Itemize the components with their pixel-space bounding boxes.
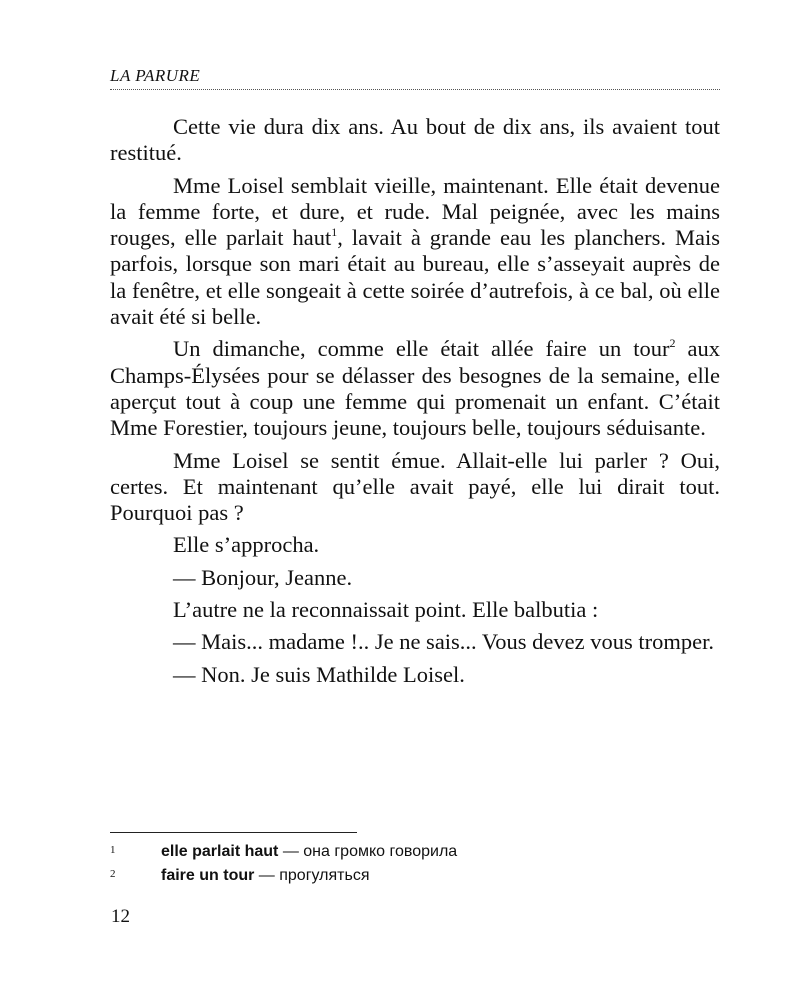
paragraph [110, 173, 720, 331]
paragraph-text: Un dimanche, comme elle était allée faire un tour [173, 336, 670, 362]
paragraph [110, 597, 720, 623]
footnote-reference-2[interactable]: 2 [669, 336, 676, 351]
footnote-mark: 2 [110, 868, 116, 880]
running-head: LA PARURE [110, 66, 201, 85]
footnote-item [110, 866, 720, 888]
footnote-term: faire un tour [161, 867, 255, 884]
footnote-term: elle parlait haut [161, 843, 279, 860]
paragraph-text: aux Champs-Élysées pour se délasser des besognes de la semaine, elle aperçut tout à coup une femme qui promenait un enfant. C’était Mme Forestier, toujours jeune, toujours belle, toujours séduisante. [110, 336, 720, 441]
paragraph-text: — Bonjour, Jeanne. [173, 564, 353, 590]
paragraph-text: Elle s’approcha. [173, 532, 320, 558]
footnote-text [161, 842, 457, 862]
dialogue-line [110, 662, 720, 688]
footnote-translation: — прогуляться [254, 867, 370, 884]
footnote-mark: 1 [110, 844, 116, 856]
paragraph-text: — Non. Je suis Mathilde Loisel. [173, 661, 465, 687]
footnotes [110, 842, 720, 890]
paragraph-text: L’autre ne la reconnaissait point. Elle balbutia : [173, 597, 599, 623]
footnote-separator [110, 832, 357, 833]
page-number: 12 [111, 906, 130, 927]
paragraph-text: , lavait à grande eau les planchers. Mais parfois, lorsque son mari était au bureau, elle s’asseyait auprès de la fenêtre, et elle songeait à cette soirée d’autrefois, à ce bal, où elle avait été si belle. [110, 225, 720, 330]
dialogue-line [110, 565, 720, 591]
paragraph-text: Mme Loisel se sentit émue. Allait-elle lui parler ? Oui, certes. Et maintenant qu’elle avait payé, elle lui dirait tout. Pourquoi pas ? [110, 447, 720, 526]
paragraph [110, 114, 720, 167]
story-text [110, 114, 720, 688]
paragraph-text: Cette vie dura dix ans. Au bout de dix ans, ils avaient tout restitué. [110, 114, 720, 166]
footnote-reference-1[interactable]: 1 [331, 225, 338, 240]
paragraph [110, 448, 720, 527]
footnote-translation: — она громко говорила [278, 843, 458, 860]
paragraph [110, 532, 720, 558]
footnote-item [110, 842, 720, 864]
dialogue-line [110, 629, 720, 655]
footnote-text [161, 866, 370, 886]
paragraph-text: — Mais... madame !.. Je ne sais... Vous devez vous tromper. [173, 629, 714, 655]
paragraph [110, 336, 720, 441]
header-dotted-rule [110, 89, 720, 90]
paragraph-text: Mme Loisel semblait vieille, maintenant. Elle était devenue la femme forte, et dure, et rude. Mal peignée, avec les mains rouges, elle parlait haut [110, 172, 720, 251]
